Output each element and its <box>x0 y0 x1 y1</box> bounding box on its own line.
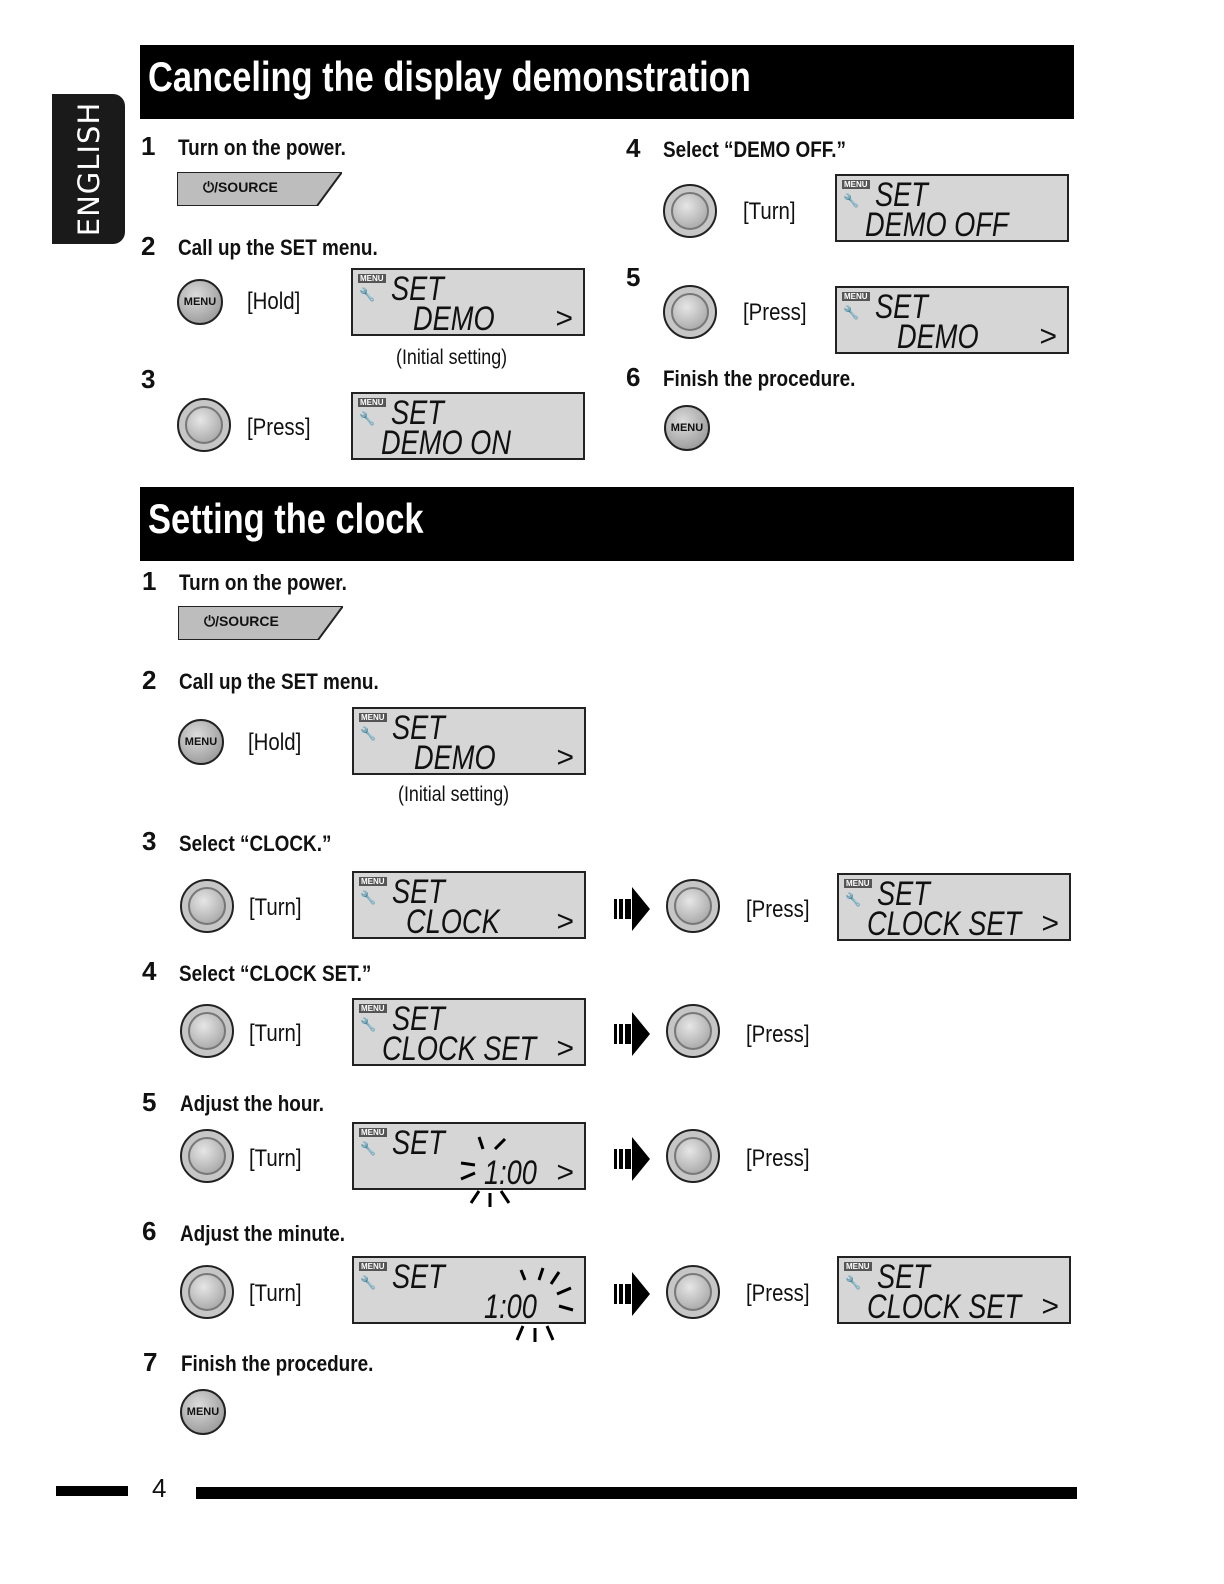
action-label: [Turn] <box>249 1145 302 1172</box>
control-knob[interactable] <box>666 1004 720 1058</box>
wrench-icon: 🔧 <box>845 1275 862 1290</box>
action-label: [Press] <box>746 896 810 923</box>
control-knob[interactable] <box>180 1004 234 1058</box>
step-text: Select “DEMO OFF.” <box>663 137 846 162</box>
lcd-display: MENU 🔧 SET DEMO > <box>835 286 1069 354</box>
language-tab <box>52 94 125 244</box>
control-knob[interactable] <box>666 1129 720 1183</box>
menu-button[interactable]: MENU <box>180 1389 226 1435</box>
action-label: [Turn] <box>743 198 796 225</box>
lcd-display: MENU 🔧 SET DEMO OFF <box>835 174 1069 242</box>
initial-setting-note: (Initial setting) <box>396 346 508 369</box>
lcd-display: MENU 🔧 SET DEMO > <box>352 707 586 775</box>
action-label: [Press] <box>247 414 311 441</box>
action-label: [Press] <box>746 1021 810 1048</box>
wrench-icon: 🔧 <box>843 305 860 320</box>
footer-rule-left <box>56 1486 128 1496</box>
step-number: 6 <box>626 362 641 392</box>
arrow-right-icon <box>612 1270 652 1318</box>
step-number: 3 <box>141 364 156 394</box>
lcd-display: MENU 🔧 SET DEMO ON <box>351 392 585 460</box>
wrench-icon: 🔧 <box>360 890 377 905</box>
arrow-right-icon <box>612 1135 652 1183</box>
lcd-display: MENU 🔧 SET DEMO > <box>351 268 585 336</box>
language-label: ENGLISH <box>71 101 106 237</box>
step-number: 2 <box>142 665 157 695</box>
lcd-display: MENU 🔧 SET 1:00 > <box>352 1122 586 1190</box>
step-number: 4 <box>142 956 157 986</box>
initial-setting-note: (Initial setting) <box>398 783 510 806</box>
step-text: Adjust the minute. <box>180 1221 346 1246</box>
wrench-icon: 🔧 <box>359 287 376 302</box>
step-text: Select “CLOCK.” <box>179 831 332 856</box>
control-knob[interactable] <box>663 285 717 339</box>
step-number: 3 <box>142 826 157 856</box>
menu-button[interactable]: MENU <box>178 719 224 765</box>
lcd-display: MENU 🔧 SET CLOCK SET > <box>837 1256 1071 1324</box>
step-number: 1 <box>141 131 156 161</box>
wrench-icon: 🔧 <box>359 411 376 426</box>
step-number: 1 <box>142 566 157 596</box>
wrench-icon: 🔧 <box>360 1017 377 1032</box>
action-label: [Press] <box>743 299 807 326</box>
menu-button[interactable]: MENU <box>664 405 710 451</box>
arrow-right-icon <box>612 885 652 933</box>
step-number: 4 <box>626 133 641 163</box>
step-number: 2 <box>141 231 156 261</box>
action-label: [Turn] <box>249 894 302 921</box>
menu-button[interactable]: MENU <box>177 279 223 325</box>
wrench-icon: 🔧 <box>360 1141 377 1156</box>
step-text: Call up the SET menu. <box>179 669 379 694</box>
lcd-display: MENU 🔧 SET CLOCK SET > <box>352 998 586 1066</box>
action-label: [Turn] <box>249 1020 302 1047</box>
wrench-icon: 🔧 <box>360 1275 377 1290</box>
step-text: Turn on the power. <box>178 135 346 160</box>
action-label: [Press] <box>746 1280 810 1307</box>
control-knob[interactable] <box>180 879 234 933</box>
action-label: [Hold] <box>247 288 301 315</box>
control-knob[interactable] <box>666 1265 720 1319</box>
lcd-display: MENU 🔧 SET CLOCK SET > <box>837 873 1071 941</box>
step-text: Adjust the hour. <box>180 1091 325 1116</box>
step-number: 7 <box>143 1347 158 1377</box>
lcd-display: MENU 🔧 SET 1:00 <box>352 1256 586 1324</box>
step-text: Select “CLOCK SET.” <box>179 961 372 986</box>
action-label: [Turn] <box>249 1280 302 1307</box>
blink-indicator-icon <box>495 1266 575 1346</box>
page-number: 4 <box>152 1473 167 1503</box>
source-button[interactable]: ⏻/SOURCE <box>178 606 343 640</box>
step-text: Finish the procedure. <box>663 366 856 391</box>
section-title-demo: Canceling the display demonstration <box>140 45 1074 119</box>
control-knob[interactable] <box>663 184 717 238</box>
control-knob[interactable] <box>180 1265 234 1319</box>
lcd-display: MENU 🔧 SET CLOCK > <box>352 871 586 939</box>
step-text: Call up the SET menu. <box>178 235 378 260</box>
section-title-clock: Setting the clock <box>140 487 1074 561</box>
control-knob[interactable] <box>180 1129 234 1183</box>
arrow-right-icon <box>612 1010 652 1058</box>
source-button[interactable]: ⏻/SOURCE <box>177 172 342 206</box>
control-knob[interactable] <box>666 879 720 933</box>
wrench-icon: 🔧 <box>843 193 860 208</box>
step-text: Turn on the power. <box>179 570 347 595</box>
action-label: [Press] <box>746 1145 810 1172</box>
step-number: 5 <box>626 262 641 292</box>
step-number: 5 <box>142 1087 157 1117</box>
blink-indicator-icon <box>455 1135 525 1210</box>
wrench-icon: 🔧 <box>845 892 862 907</box>
wrench-icon: 🔧 <box>360 726 377 741</box>
action-label: [Hold] <box>248 729 302 756</box>
step-text: Finish the procedure. <box>181 1351 374 1376</box>
step-number: 6 <box>142 1216 157 1246</box>
control-knob[interactable] <box>177 398 231 452</box>
footer-rule-right <box>196 1487 1077 1499</box>
